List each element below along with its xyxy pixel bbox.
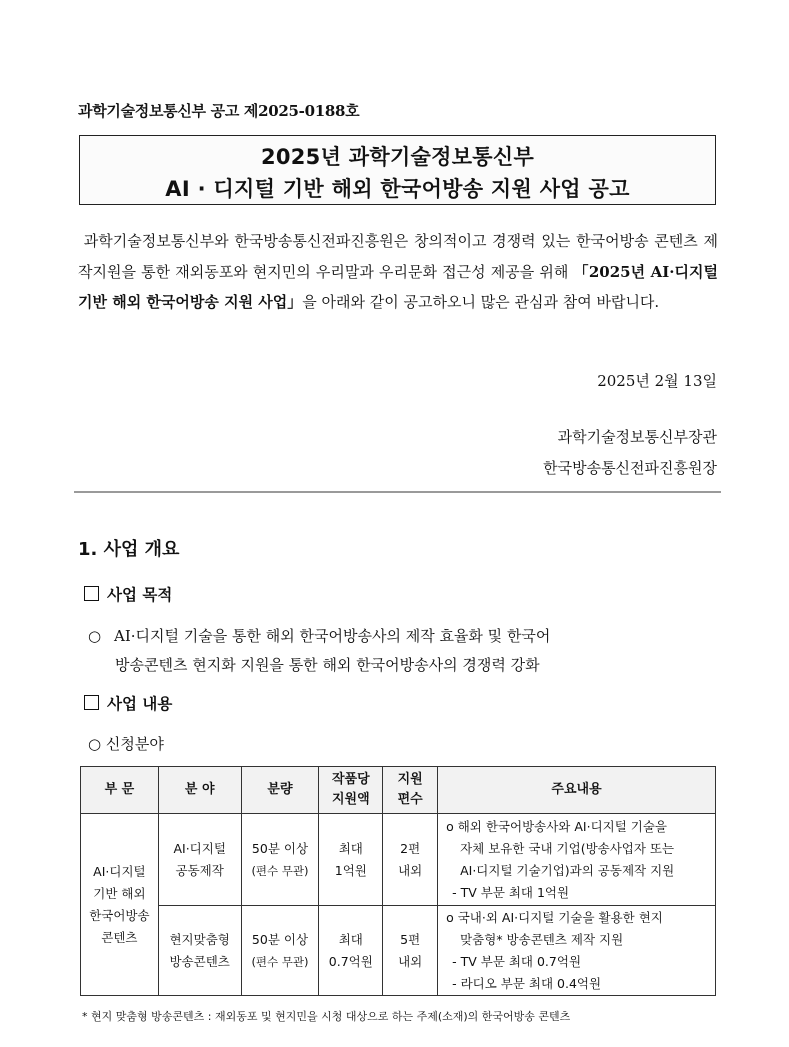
header-support [319, 767, 383, 814]
intro-paragraph [78, 226, 718, 318]
circle-bullet-icon: ○ [88, 627, 102, 645]
division-line: 콘텐츠 [101, 929, 138, 945]
header-count-line-1: 지원 [397, 772, 423, 787]
volume-line: 50분 이상 [251, 840, 309, 856]
volume-cell [241, 814, 319, 906]
division-line: 한국어방송 [89, 907, 150, 923]
title-box [79, 135, 716, 205]
notice-date: 2025년 2월 13일 [597, 372, 717, 390]
sub-line: - TV 부문 최대 0.7억원 [452, 953, 582, 969]
item-line: 해외 한국어방송사와 AI·디지털 기술을 [457, 818, 667, 834]
sub-line: - 라디오 부문 최대 0.4억원 [452, 975, 602, 991]
item-line: 국내·외 AI·디지털 기술을 활용한 현지 [457, 909, 663, 925]
section-heading: 1. 사업 개요 [78, 539, 180, 560]
footnote: * 현지 맞춤형 방송콘텐츠 : 재외동포 및 현지민을 시청 대상으로 하는 주제(소재)의 한국어방송 콘텐츠 [82, 1010, 571, 1023]
header-main: 주요내용 [438, 767, 716, 814]
table-row [81, 906, 716, 996]
amount-cell [319, 814, 383, 906]
division-line: AI·디지털 [93, 863, 146, 879]
purpose-text [88, 622, 718, 680]
division-line: 기반 해외 [93, 885, 146, 901]
count-line: 내외 [398, 862, 423, 878]
volume-note: (편수 무관) [251, 863, 309, 878]
content-heading [84, 692, 172, 714]
count-line: 내외 [398, 953, 423, 969]
item-marker: o [446, 909, 454, 925]
title-line-1: 2025년 과학기술정보통신부 [260, 145, 535, 169]
field-line: AI·디지털 [173, 840, 226, 856]
detail-cell [438, 906, 716, 996]
signer-agency: 한국방송통신전파진흥원장 [543, 459, 717, 477]
count-line: 5편 [400, 931, 421, 947]
count-cell [383, 906, 438, 996]
header-volume: 분량 [241, 767, 319, 814]
application-table [80, 766, 716, 996]
field-line: 방송콘텐츠 [169, 953, 230, 969]
amount-cell [319, 906, 383, 996]
division-cell [81, 814, 159, 996]
amount-line: 최대 [338, 840, 363, 856]
item-line: AI·디지털 기술기업)과의 공동제작 지원 [460, 862, 675, 878]
notice-number: 과학기술정보통신부 공고 제2025-0188호 [78, 102, 360, 120]
content-heading-label: 사업 내용 [107, 695, 173, 713]
field-cell [158, 906, 241, 996]
purpose-line-1: AI·디지털 기술을 통한 해외 한국어방송사의 제작 효율화 및 한국어 [114, 627, 551, 645]
count-cell [383, 814, 438, 906]
intro-text-bold: 「2025년 AI·디지털 기반 해외 한국어방송 지원 사업」 [78, 262, 719, 311]
header-division: 부 문 [81, 767, 159, 814]
item-line: 자체 보유한 국내 기업(방송사업자 또는 [460, 840, 675, 856]
table-row [81, 814, 716, 906]
count-line: 2편 [400, 840, 421, 856]
detail-cell [438, 814, 716, 906]
volume-note: (편수 무관) [251, 954, 309, 969]
header-count-line-2: 편수 [397, 792, 423, 807]
table-header-row [81, 767, 716, 814]
volume-cell [241, 906, 319, 996]
header-count [383, 767, 438, 814]
field-line: 공동제작 [175, 862, 224, 878]
purpose-heading [84, 583, 172, 605]
field-label: ○ 신청분야 [88, 735, 164, 753]
square-bullet-icon [84, 586, 99, 601]
amount-line: 최대 [338, 931, 363, 947]
field-cell [158, 814, 241, 906]
field-line: 현지맞춤형 [169, 931, 230, 947]
header-field: 분 야 [158, 767, 241, 814]
volume-line: 50분 이상 [251, 931, 309, 947]
amount-line: 1억원 [334, 862, 367, 878]
purpose-line-2: 방송콘텐츠 현지화 지원을 통한 해외 한국어방송사의 경쟁력 강화 [115, 656, 540, 674]
purpose-heading-label: 사업 목적 [107, 586, 173, 604]
sub-line: - TV 부문 최대 1억원 [452, 884, 570, 900]
header-support-line-2: 지원액 [331, 792, 370, 807]
signer-minister: 과학기술정보통신부장관 [557, 428, 717, 446]
item-line: 맞춤형* 방송콘텐츠 제작 지원 [460, 931, 624, 947]
amount-line: 0.7억원 [328, 953, 373, 969]
header-support-line-1: 작품당 [331, 772, 370, 787]
intro-text-after: 을 아래와 같이 공고하오니 많은 관심과 참여 바랍니다. [302, 293, 660, 311]
intro-text-before: 과학기술정보통신부와 한국방송통신전파진흥원은 창의적이고 경쟁력 있는 한국어방송 콘텐츠 제작지원을 통한 재외동포와 현지민의 우리말과 우리문화 접근성 제공을 위해 [78, 232, 718, 281]
square-bullet-icon [84, 695, 99, 710]
title-line-2: AI · 디지털 기반 해외 한국어방송 지원 사업 공고 [165, 177, 630, 201]
item-marker: o [446, 818, 454, 834]
divider-line [74, 491, 721, 493]
